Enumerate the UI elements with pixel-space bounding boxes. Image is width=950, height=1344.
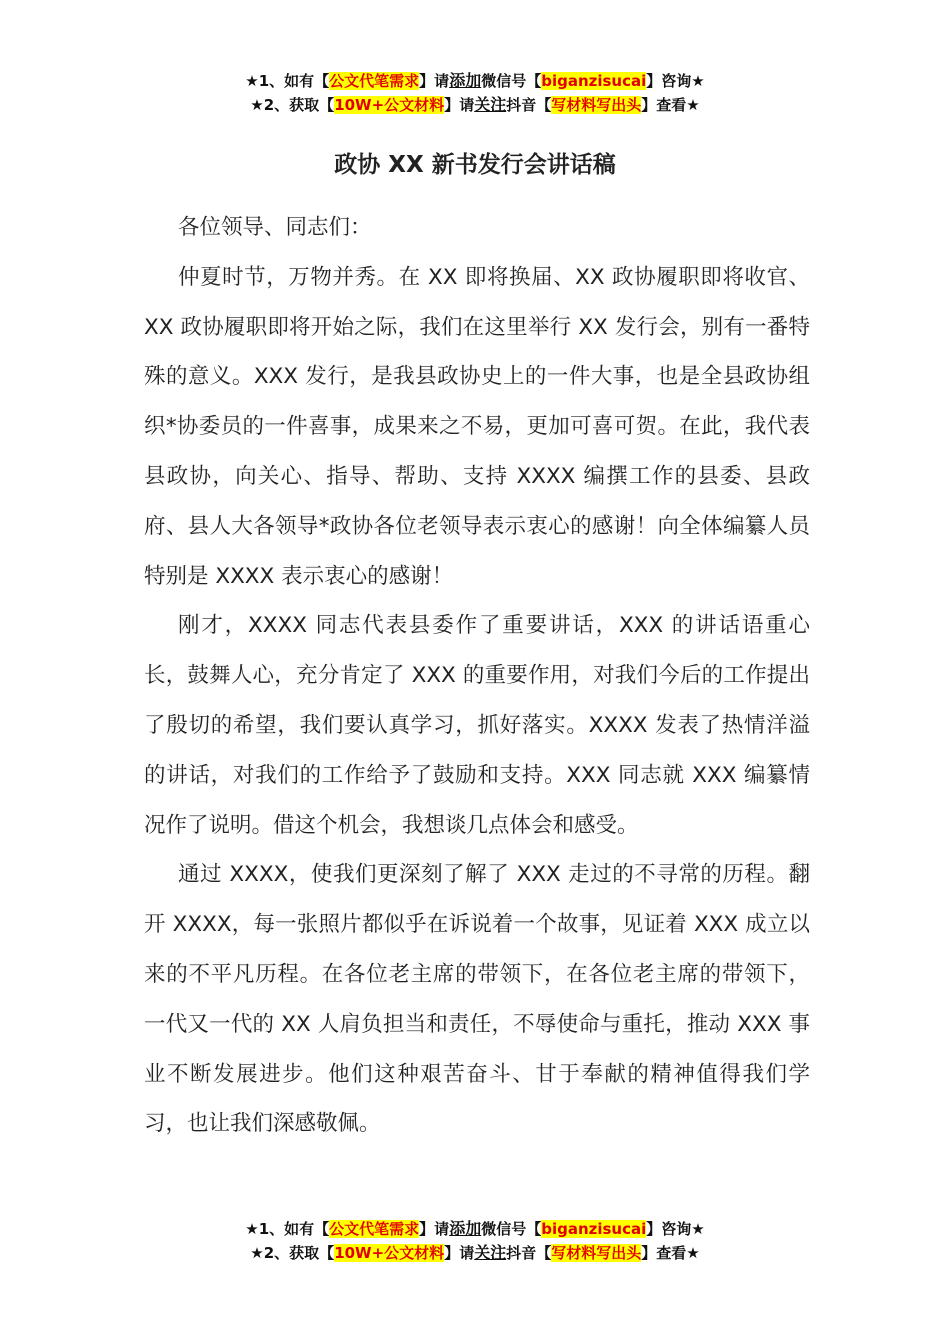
- promo-text: 抖音【: [506, 1244, 552, 1262]
- promo-douyin-id: 写材料写出头: [551, 96, 642, 114]
- promo-text: 】查看★: [641, 96, 700, 114]
- promo-text: ★2、获取【: [250, 1244, 335, 1262]
- promo-text: 】查看★: [641, 1244, 700, 1262]
- promo-wechat-id: biganzisucai: [541, 72, 647, 90]
- promo-text: ★2、获取【: [250, 96, 335, 114]
- promo-emphasis: 关注: [474, 1243, 507, 1262]
- document-title: 政协 XX 新书发行会讲话稿: [334, 152, 616, 178]
- promo-highlight: 公文代笔需求: [329, 72, 420, 90]
- promo-text: 抖音【: [506, 96, 552, 114]
- body-paragraph: 仲夏时节，万物并秀。在 XX 即将换届、XX 政协履职即将收官、XX 政协履职即将开始之际，我们在这里举行 XX 发行会，别有一番特殊的意义。XXX 发行，是我县政协史上的一件大事，也是全县政协组织*协委员的一件喜事，成果来之不易，更加可喜可贺。在此，我代表县政协，向关心、指导、帮助、支持 XXXX 编撰工作的县委、县政府、县人大各领导*政协各位老领导表示衷心的感谢！向全体编纂人员特别是 XXXX 表示衷心的感谢！: [144, 264, 810, 589]
- promo-highlight: 10W+公文材料: [334, 1244, 445, 1262]
- promo-text: ★1、如有【: [245, 1220, 330, 1238]
- promo-highlight: 10W+公文材料: [334, 96, 445, 114]
- promo-line-1: [0, 1217, 950, 1241]
- promo-text: 微信号【: [481, 1220, 542, 1238]
- salutation: 各位领导、同志们：: [178, 215, 372, 240]
- body-paragraph: 通过 XXXX，使我们更深刻了解了 XXX 走过的不寻常的历程。翻开 XXXX，每一张照片都似乎在诉说着一个故事，见证着 XXX 成立以来的不平凡历程。在各位老主席的带领下，在各位老主席的带领下，一代又一代的 XX 人肩负担当和责任，不辱使命与重托，推动 XXX 事业不断发展进步。他们这种艰苦奋斗、甘于奉献的精神值得我们学习，也让我们深感敬佩。: [144, 862, 810, 1137]
- promo-emphasis: 添加: [449, 1219, 482, 1238]
- promo-text: 】请: [419, 1220, 450, 1238]
- promo-line-1: [0, 69, 950, 93]
- promo-emphasis: 关注: [474, 95, 507, 114]
- promo-douyin-id: 写材料写出头: [551, 1244, 642, 1262]
- promo-text: 】请: [444, 1244, 475, 1262]
- document-body: [144, 203, 810, 1149]
- promo-text: 】咨询★: [646, 1220, 705, 1238]
- footer-promo: [0, 1217, 950, 1265]
- promo-text: 】咨询★: [646, 72, 705, 90]
- promo-text: ★1、如有【: [245, 72, 330, 90]
- promo-text: 】请: [419, 72, 450, 90]
- body-paragraph: 刚才，XXXX 同志代表县委作了重要讲话，XXX 的讲话语重心长，鼓舞人心，充分肯定了 XXX 的重要作用，对我们今后的工作提出了殷切的希望，我们要认真学习，抓好落实。XXXX 发表了热情洋溢的讲话，对我们的工作给予了鼓励和支持。XXX 同志就 XXX 编纂情况作了说明。借这个机会，我想谈几点体会和感受。: [144, 613, 810, 838]
- promo-line-2: [0, 93, 950, 117]
- promo-wechat-id: biganzisucai: [541, 1220, 647, 1238]
- promo-emphasis: 添加: [449, 71, 482, 90]
- promo-text: 微信号【: [481, 72, 542, 90]
- promo-highlight: 公文代笔需求: [329, 1220, 420, 1238]
- promo-line-2: [0, 1241, 950, 1265]
- promo-text: 】请: [444, 96, 475, 114]
- header-promo: [0, 69, 950, 117]
